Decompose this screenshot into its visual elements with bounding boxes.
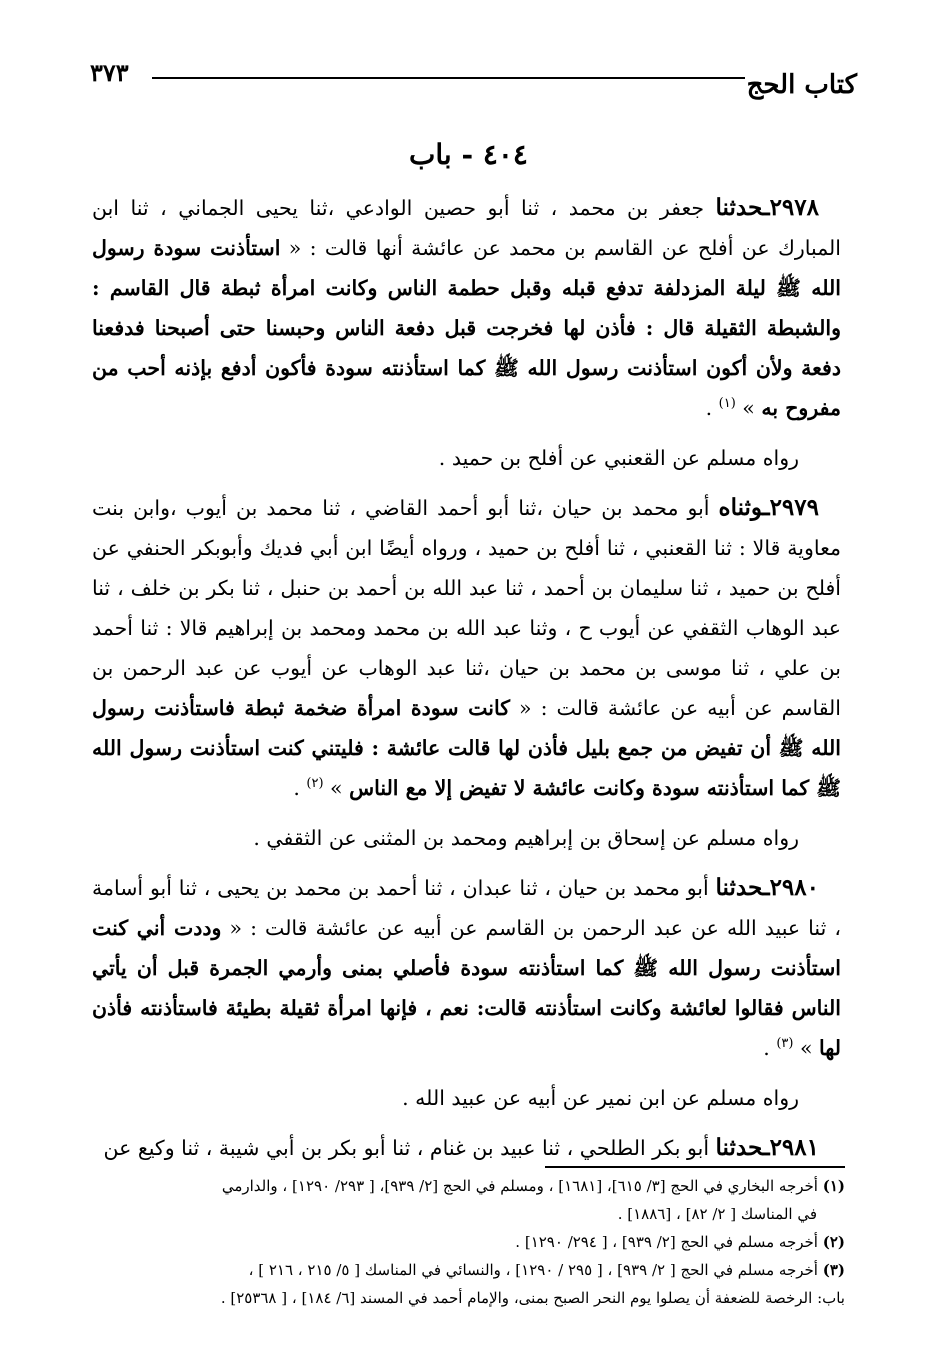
footnote-text: أخرجه البخاري في الحج [٣/ ٦١٥]، [١٦٨١] ، ومسلم في الحج [٢/ ٩٣٩]، [ ٢٩٣/ ١٢٩٠] ، والدارمي xyxy=(221,1177,823,1195)
hadith-number: ٢٩٨٠ xyxy=(769,874,819,901)
hadith-lead: ـحدثنا xyxy=(715,874,770,901)
footnote-1 xyxy=(90,1172,845,1200)
footnotes xyxy=(90,1172,845,1312)
hadith-matn: كانت سودة امرأة ضخمة ثبطة فاستأذنت رسول الله ﷺ أن تفيض من جمع بليل فأذن لها قالت عائشة : فليتني كنت استأذنت رسول الله ﷺ كما استأذنته سودة وكانت عائشة لا تفيض إلا مع الناس xyxy=(92,696,841,800)
sentence-end: . xyxy=(763,1036,777,1060)
hadith-lead: ـحدثنا xyxy=(715,1134,770,1161)
quote-close: » xyxy=(323,776,350,800)
footnote-number: (٢) xyxy=(822,1233,845,1251)
hadith-2979 xyxy=(92,488,841,808)
hadith-riwaya: رواه مسلم عن القعنبي عن أفلح بن حميد . xyxy=(438,446,799,470)
footnote-number: (٣) xyxy=(822,1261,845,1279)
hadith-isnad: جعفر بن محمد ، ثنا أبو حصين الوادعي ،ثنا يحيى الجماني ، ثنا ابن المبارك عن أفلح عن القاسم بن محمد عن عائشة أنها قالت : « xyxy=(92,196,841,260)
footnote-1-continued xyxy=(90,1200,845,1228)
hadith-number: ٢٩٧٩ xyxy=(769,494,819,521)
main-text xyxy=(92,188,841,1178)
page-number: ٣٧٣ xyxy=(90,58,129,87)
footnote-ref[interactable]: (٣) xyxy=(776,1036,794,1052)
hadith-number: ٢٩٨١ xyxy=(769,1134,819,1161)
hadith-riwaya: رواه مسلم عن إسحاق بن إبراهيم ومحمد بن المثنى عن الثقفي . xyxy=(253,826,799,850)
hadith-riwaya: رواه مسلم عن ابن نمير عن أبيه عن عبيد الله . xyxy=(402,1086,799,1110)
hadith-lead: ـحدثنا xyxy=(715,194,770,221)
hadith-number: ٢٩٧٨ xyxy=(769,194,819,221)
sentence-end: . xyxy=(705,396,719,420)
footnote-text: في المناسك [ ٢/ ٨٢] ، [١٨٨٦] . xyxy=(617,1205,817,1223)
hadith-isnad: أبو بكر الطلحي ، ثنا عبيد بن غنام ، ثنا أبو بكر بن أبي شيبة ، ثنا وكيع عن xyxy=(103,1136,716,1160)
hadith-lead: ـوثناه xyxy=(718,494,770,521)
hadith-2978 xyxy=(92,188,841,428)
footnote-text: أخرجه مسلم في الحج [٢/ ٩٣٩] ، [ ٢٩٤/ ١٢٩٠] . xyxy=(515,1233,823,1251)
quote-close: » xyxy=(793,1036,820,1060)
footnote-2 xyxy=(90,1228,845,1256)
footnote-ref[interactable]: (٢) xyxy=(306,776,324,792)
footnote-3-continued xyxy=(90,1284,845,1312)
hadith-matn: وددت أني كنت استأذنت رسول الله ﷺ كما استأذنته سودة فأصلي بمنى وأرمي الجمرة قبل أن يأتي الناس فقالوا لعائشة وكانت استأذنته قالت: نعم ، فإنها امرأة ثقيلة بطيئة فاستأذنته فأذن لها xyxy=(92,916,841,1060)
footnote-3 xyxy=(90,1256,845,1284)
header-rule xyxy=(152,77,745,79)
hadith-2981 xyxy=(92,1128,841,1168)
hadith-matn: استأذنت سودة رسول الله ﷺ ليلة المزدلفة تدفع قبله وقبل حطمة الناس وكانت امرأة ثبطة قال القاسم : والشبطة الثقيلة قال : فأذن لها فخرجت قبل دفعة الناس وحبسنا حتى أصبحنا فدفعنا دفعة ولأن أكون استأذنت رسول الله ﷺ كما استأذنته سودة فأكون أدفع بإذنه أحب من مفروح به xyxy=(92,236,841,420)
quote-close: » xyxy=(735,396,762,420)
footnote-ref[interactable]: (١) xyxy=(718,396,736,412)
footnote-number: (١) xyxy=(822,1177,845,1195)
chapter-title: كتاب الحج xyxy=(746,70,857,100)
running-header xyxy=(90,58,857,102)
footnote-text: باب: الرخصة للضعفة أن يصلوا يوم النحر الصبح بمنى، والإمام أحمد في المسند [٦/ ١٨٤] ، [ ٢٥٣٦٨] . xyxy=(220,1289,845,1307)
sentence-end: . xyxy=(293,776,307,800)
footnote-text: أخرجه مسلم في الحج [ ٢/ ٩٣٩] ، [ ٢٩٥ / ١٢٩٠] ، والنسائي في المناسك [ ٥/ ٢١٥ ، ٢١٦ ] ، xyxy=(248,1261,823,1279)
section-title: ٤٠٤ - باب xyxy=(409,138,528,171)
footnote-rule xyxy=(545,1166,845,1168)
hadith-isnad: أبو محمد بن حيان ، ثنا عبدان ، ثنا أحمد بن محمد بن يحيى ، ثنا أبو أسامة ، ثنا عبيد الله عن عبد الرحمن بن القاسم عن أبيه عن عائشة قالت : « xyxy=(92,876,841,940)
hadith-2980 xyxy=(92,868,841,1068)
hadith-isnad: أبو محمد بن حيان ،ثنا أبو أحمد القاضي ، ثنا محمد بن أيوب ،وابن بنت معاوية قالا : ثنا القعنبي ، ثنا أفلح بن حميد ، ورواه أيضًا ابن أبي فديك وأبوبكر الحنفي عن أفلح بن حميد ، ثنا سليمان بن أحمد ، ثنا عبد الله بن أحمد بن حنبل ، ثنا بكر بن خلف ، ثنا عبد الوهاب الثقفي عن أيوب ح ، وثنا عبد الله بن محمد ومحمد بن إبراهيم قالا : ثنا أحمد بن علي ، ثنا موسى بن محمد بن حيان ،ثنا عبد الوهاب عن أيوب عن عبد الرحمن بن القاسم عن أبيه عن عائشة قالت : « xyxy=(92,496,842,720)
